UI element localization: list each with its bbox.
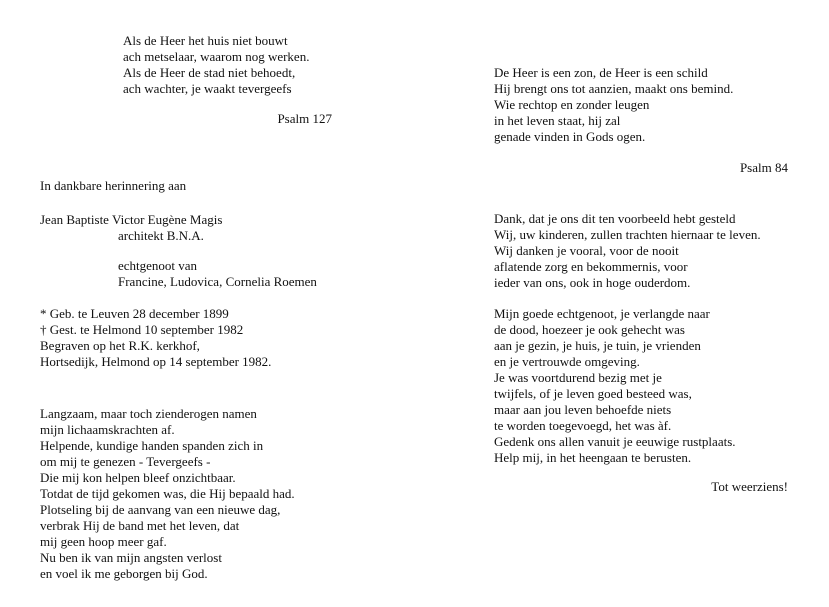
poem-line: verbrak Hij de band met het leven, dat [40, 518, 240, 533]
farewell-line: aan je gezin, je huis, je tuin, je vrienden [494, 338, 701, 353]
farewell-line: Je was voortdurend bezig met je [494, 370, 662, 385]
poem-line: mijn lichaamskrachten af. [40, 422, 175, 437]
farewell-line: Mijn goede echtgenoot, je verlangde naar [494, 306, 710, 321]
poem-line: Die mij kon helpen bleef onzichtbaar. [40, 470, 236, 485]
poem-line: Langzaam, maar toch zienderogen namen [40, 406, 257, 421]
thanks-paragraph [494, 211, 814, 291]
verse-line: in het leven staat, hij zal [494, 113, 621, 128]
poem-line: Plotseling bij de aanvang van een nieuwe dag, [40, 502, 281, 517]
dedication-line: In dankbare herinnering aan [40, 178, 187, 193]
farewell-line: Help mij, in het heengaan te berusten. [494, 450, 692, 465]
burial-place-line: Hortsedijk, Helmond op 14 september 1982. [40, 354, 272, 369]
verse-line: Hij brengt ons tot aanzien, maakt ons bemind. [494, 81, 734, 96]
psalm-127-reference: Psalm 127 [277, 111, 332, 126]
psalm-84-verse [494, 65, 814, 145]
poem-line: mij geen hoop meer gaf. [40, 534, 167, 549]
birth-death-burial-dates [40, 306, 340, 370]
verse-line: Wie rechtop en zonder leugen [494, 97, 650, 112]
thanks-line: ieder van ons, ook in hoge ouderdom. [494, 275, 691, 290]
verse-line: Als de Heer het huis niet bouwt [123, 33, 288, 48]
thanks-line: aflatende zorg en bekommernis, voor [494, 259, 688, 274]
poem-line: Totdat de tijd gekomen was, die Hij bepaald had. [40, 486, 295, 501]
poem-line: Nu ben ik van mijn angsten verlost [40, 550, 222, 565]
verse-line: genade vinden in Gods ogen. [494, 129, 646, 144]
closing-farewell: Tot weerziens! [711, 479, 788, 494]
psalm-127-verse [123, 33, 383, 97]
verse-line: Als de Heer de stad niet behoedt, [123, 65, 296, 80]
farewell-line: maar aan jou leven behoefde niets [494, 402, 672, 417]
farewell-line: twijfels, of je leven goed besteed was, [494, 386, 692, 401]
birth-line: * Geb. te Leuven 28 december 1899 [40, 306, 229, 321]
spouse-name: Francine, Ludovica, Cornelia Roemen [118, 274, 317, 289]
psalm-84-reference: Psalm 84 [739, 160, 788, 175]
verse-line: ach metselaar, waarom nog werken. [123, 49, 310, 64]
burial-line: Begraven op het R.K. kerkhof, [40, 338, 200, 353]
farewell-line: Gedenk ons allen vanuit je eeuwige rustplaats. [494, 434, 736, 449]
farewell-paragraph [494, 306, 814, 466]
poem-line: Helpende, kundige handen spanden zich in [40, 438, 264, 453]
verse-line: ach wachter, je waakt tevergeefs [123, 81, 292, 96]
farewell-line: te worden toegevoegd, het was àf. [494, 418, 672, 433]
thanks-line: Wij danken je vooral, voor de nooit [494, 243, 679, 258]
farewell-line: en je vertrouwde omgeving. [494, 354, 640, 369]
poem-line: en voel ik me geborgen bij God. [40, 566, 208, 581]
thanks-line: Dank, dat je ons dit ten voorbeeld hebt gesteld [494, 211, 736, 226]
farewell-line: de dood, hoezeer je ook gehecht was [494, 322, 685, 337]
death-line: † Gest. te Helmond 10 september 1982 [40, 322, 244, 337]
spouse-section [118, 258, 378, 290]
spouse-label: echtgenoot van [118, 258, 198, 273]
thanks-line: Wij, uw kinderen, zullen trachten hiernaar te leven. [494, 227, 761, 242]
verse-line: De Heer is een zon, de Heer is een schild [494, 65, 708, 80]
memorial-poem [40, 406, 380, 582]
poem-line: om mij te genezen - Tevergeefs - [40, 454, 211, 469]
deceased-profession: architekt B.N.A. [118, 228, 204, 243]
deceased-name: Jean Baptiste Victor Eugène Magis [40, 212, 223, 227]
